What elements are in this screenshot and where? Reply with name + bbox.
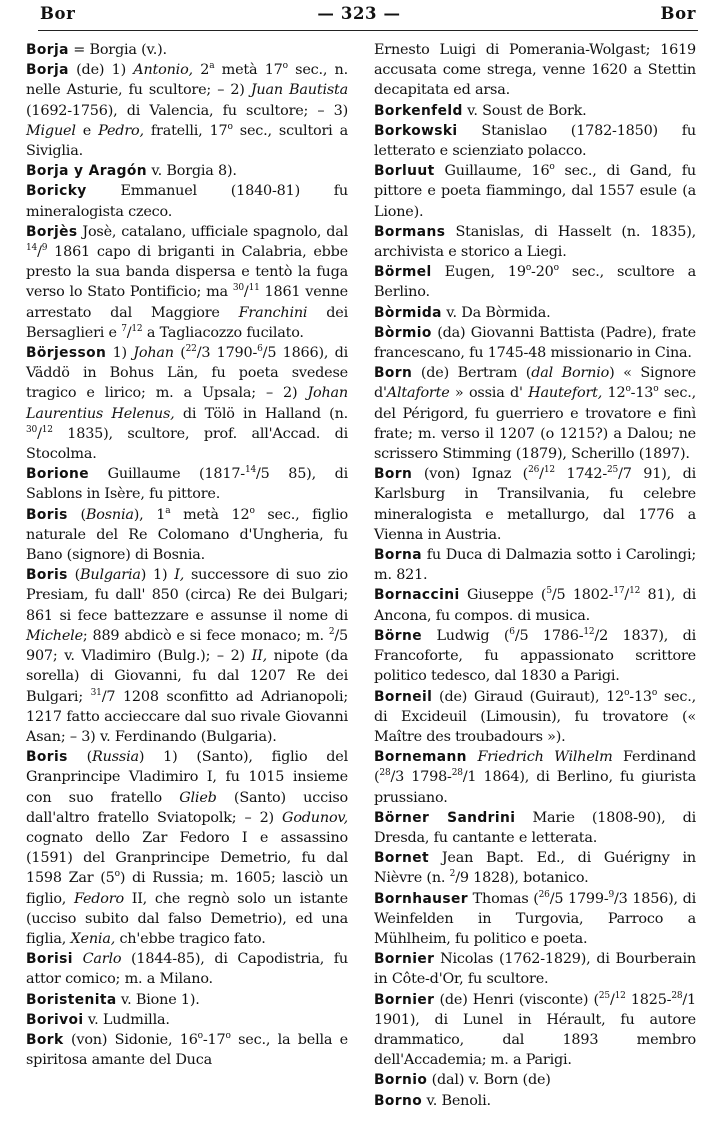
entry-superscript: o	[553, 263, 559, 274]
entry-text: metà 12	[170, 506, 250, 523]
entry-text: /5 1802-	[551, 587, 614, 604]
entry-text: Stanislas, di Hasselt (n. 1835), archivista e storico a Liegi.	[374, 223, 696, 261]
page-header	[0, 0, 718, 30]
dictionary-entry	[374, 1070, 696, 1090]
entry-headword: Borna	[374, 547, 422, 564]
entry-text: /	[539, 466, 544, 483]
entry-superscript: 11	[248, 283, 260, 294]
entry-headword: Bormans	[374, 223, 446, 240]
entry-superscript: o	[525, 263, 532, 274]
entry-text: /7 1208 sconfitto ad Adrianopoli; 1217 fatto accieccare dal suo rivale Giovanni Asan; – 3) v. Ferdinando (Bulgaria).	[26, 688, 348, 745]
entry-superscript: 26	[528, 465, 540, 476]
entry-text: ) « Signore d'	[374, 365, 696, 402]
entry-text: (	[67, 506, 86, 523]
entry-headword: Borja	[26, 62, 69, 79]
entry-text: /7 91), di Karlsburg in Transilvania, fu celebre mineralogista e metallurgo, dal 1776 a Vienna in Austria.	[374, 466, 697, 543]
dictionary-entry	[374, 262, 696, 302]
dictionary-entry	[26, 1010, 348, 1030]
entry-headword: Born	[374, 466, 413, 483]
entry-text: v. Ludmilla.	[83, 1011, 170, 1028]
column-left	[26, 40, 348, 1070]
entry-text: II, che regnò solo un istante (ucciso subito dal falso Demetrio), ed una figlia,	[26, 890, 348, 947]
entry-text: -13	[630, 385, 654, 402]
entry-headword: Borluut	[374, 163, 435, 180]
dictionary-entry	[26, 343, 348, 464]
dictionary-entry	[26, 222, 348, 343]
dictionary-entry	[374, 585, 696, 625]
entry-text: (Santo) ucciso dall'altro fratello Sviatopolk; – 2)	[26, 789, 348, 826]
dictionary-entry	[26, 949, 348, 989]
entry-text: Ernesto Luigi di Pomerania-Wolgast; 1619 accusata come strega, venne 1620 a Stettin decapitata ed arsa.	[374, 42, 696, 99]
entry-headword: Bornio	[374, 1072, 428, 1089]
entry-headword: Boris	[26, 506, 68, 523]
running-head-right: Bor	[660, 4, 696, 23]
entry-italic: dal Bornio	[531, 365, 610, 382]
entry-text: /	[37, 244, 42, 261]
entry-superscript: 12	[629, 586, 641, 597]
entry-superscript: 12	[614, 990, 626, 1001]
entry-text: 12	[602, 385, 626, 402]
entry-superscript: o	[114, 869, 120, 880]
entry-text: /	[37, 425, 42, 442]
entry-text: 1861 capo di briganti in Calabria, ebbe presto la sua banda dispersa e tentò la fuga verso lo Stato Pontificio; ma	[26, 244, 348, 301]
dictionary-entry	[374, 303, 696, 323]
dictionary-entry	[26, 747, 348, 949]
entry-italic: Altaforte	[386, 385, 450, 402]
entry-superscript: 9	[608, 889, 615, 900]
entry-superscript: o	[651, 687, 658, 698]
entry-text: (de) 1)	[68, 62, 134, 79]
entry-superscript: o	[197, 1031, 203, 1042]
dictionary-entry	[374, 323, 696, 363]
entry-italic: Fedoro	[73, 890, 124, 907]
entry-text: Guillaume, 16	[434, 163, 550, 180]
entry-text: Nicolas (1762-1829), di Bourberain in Côte-d'Or, fu scultore.	[374, 951, 696, 988]
entry-superscript: a	[165, 505, 171, 516]
entry-superscript: 28	[451, 768, 463, 779]
entry-text: ), 1	[133, 506, 166, 523]
entry-text: Eugen, 19	[431, 264, 526, 281]
entry-text: /3 1790-	[196, 345, 258, 362]
entry-superscript: 5	[546, 586, 552, 597]
entry-superscript: o	[227, 122, 233, 133]
entry-italic: Bulgaria	[80, 567, 141, 584]
dictionary-entry	[26, 1030, 348, 1070]
entry-superscript: 7	[121, 324, 127, 335]
entry-superscript: 30	[232, 283, 244, 294]
entry-superscript: o	[249, 505, 255, 516]
entry-headword: Bornhauser	[374, 890, 468, 907]
entry-text: e	[75, 122, 99, 139]
entry-superscript: 26	[538, 889, 550, 900]
entry-text: /1 1864), di Berlino, fu giurista prussiano.	[374, 769, 696, 806]
entry-text: » ossia d'	[449, 385, 529, 402]
entry-superscript: 14	[244, 465, 257, 476]
entry-headword: Boricky	[26, 183, 87, 200]
entry-italic: Franchini	[238, 304, 308, 321]
dictionary-entry	[374, 222, 696, 262]
entry-text: 1825-	[625, 991, 672, 1008]
entry-headword: Borja y Aragón	[26, 163, 148, 180]
entry-text: sec., la bella e spiritosa amante del Duca	[26, 1031, 348, 1069]
entry-text: Ludwig (	[421, 627, 510, 644]
dictionary-entry	[374, 40, 696, 101]
entry-text: sec., di Excideuil (Limousin), fu trovatore (« Maître des troubadours »).	[374, 688, 696, 745]
entry-text: ) di Russia; m. 1605; lasciò un figlio,	[26, 870, 348, 907]
entry-text: v. Benoli.	[422, 1092, 491, 1109]
entry-text: (	[173, 345, 186, 362]
entry-text: /2 1837), di Francoforte, fu appassionato scrittore politico tedesco, dal 1830 a Parigi.	[374, 627, 697, 685]
entry-headword: Bòrmida	[374, 304, 442, 321]
entry-superscript: 28	[671, 990, 683, 1001]
page-number: — 323 —	[317, 4, 401, 23]
dictionary-entry	[374, 464, 696, 545]
entry-headword: Borno	[374, 1092, 423, 1109]
dictionary-entry	[374, 747, 696, 808]
entry-superscript: 12	[543, 465, 555, 476]
entry-italic: Glieb	[179, 789, 217, 806]
entry-headword: Börne	[374, 627, 422, 644]
dictionary-entry	[374, 161, 696, 222]
entry-superscript: 2	[449, 869, 456, 880]
entry-superscript: 9	[41, 243, 48, 254]
entry-superscript: 12	[41, 425, 53, 436]
entry-text: /1 1901), di Lunel in Hérault, fu autore drammatico, dal 1893 membro dell'Accademia; m. a Parigi.	[374, 991, 696, 1069]
entry-text: (1692-1756), di Valencia, fu scultore; – 3)	[26, 102, 348, 119]
entry-text: 2	[192, 62, 210, 79]
entry-text: Ferdinand (	[374, 749, 696, 786]
dictionary-entry	[26, 990, 348, 1010]
entry-superscript: o	[225, 1031, 231, 1042]
entry-headword: Bornet	[374, 850, 429, 867]
entry-text: (da) Giovanni Battista (Padre), frate francescano, fu 1745-48 missionario in Cina.	[374, 324, 696, 362]
entry-text: di Tölö in Halland (n.	[174, 405, 349, 422]
entry-headword: Boris	[26, 567, 68, 584]
entry-text: cognato dello Zar Fedoro I e assassino (1591) del Granprincipe Demetrio, fu dal 1598 Zar (5	[26, 829, 348, 887]
dictionary-entry	[26, 181, 348, 221]
entry-text: = Borgia (v.).	[68, 42, 167, 58]
entry-headword: Börmel	[374, 264, 432, 281]
entry-text: successore di suo zio Presiam, fu dall' 850 (circa) Re dei Bulgari; 861 si fece battezzare e assunse il nome di	[26, 567, 348, 624]
entry-text: (dal) v. Born (de)	[427, 1072, 551, 1089]
entry-text: (de) Bertram (	[412, 365, 532, 382]
entry-text: dei Bersaglieri e	[26, 304, 348, 341]
entry-superscript: o	[282, 61, 288, 72]
entry-text: v. Borgia 8).	[147, 163, 237, 180]
entry-text: nipote (da sorella) di Giovanni, fu dal 1207 Re dei Bulgari;	[26, 648, 348, 705]
entry-italic: Carlo	[82, 951, 122, 968]
entry-text: 1742-	[554, 466, 607, 483]
entry-italic: Godunov,	[282, 809, 348, 826]
entry-text: ) 1)	[140, 567, 175, 584]
entry-italic: Pedro,	[98, 122, 144, 139]
dictionary-entry	[374, 626, 696, 687]
entry-text: (	[67, 567, 81, 584]
entry-headword: Bork	[26, 1031, 64, 1048]
entry-text: /	[624, 587, 630, 604]
dictionary-entry	[26, 60, 348, 161]
entry-text: /	[126, 324, 132, 341]
entry-text: Thomas (	[467, 890, 539, 907]
entry-text: /5 907; v. Vladimiro (Bulg.); – 2)	[26, 627, 348, 665]
entry-superscript: o	[549, 162, 555, 173]
entry-text: Marie (1808-90), di Dresda, fu cantante e letterata.	[374, 809, 697, 846]
entry-italic: Antonio,	[133, 62, 193, 79]
entry-headword: Boris	[26, 749, 68, 766]
dictionary-entry	[374, 808, 696, 848]
entry-superscript: 6	[257, 344, 263, 355]
entry-text: (1844-85), di Capodistria, fu attor comico; m. a Milano.	[26, 951, 348, 988]
entry-text: (von) Sidonie, 16	[63, 1031, 198, 1048]
entry-text: fu Duca di Dalmazia sotto i Carolingi; m. 821.	[374, 547, 696, 584]
entry-text: /	[609, 991, 615, 1008]
entry-italic: Hautefort,	[528, 385, 603, 402]
entry-text: sec., di Gand, fu pittore e poeta fiammingo, dal 1557 esule (a Lione).	[374, 163, 696, 220]
entry-text: sec., figlio naturale del Re Colomano d'Ungheria, fu Bano (signore) di Bosnia.	[26, 506, 348, 564]
entry-headword: Bornier	[374, 951, 435, 968]
entry-text: /9 1828), botanico.	[455, 870, 589, 887]
entry-headword: Börner Sandrini	[374, 809, 516, 826]
entry-headword: Borisi	[26, 951, 73, 968]
entry-headword: Born	[374, 365, 413, 382]
entry-text: 1835), scultore, prof. all'Accad. di Stocolma.	[26, 425, 348, 463]
entry-superscript: 14	[26, 243, 38, 254]
dictionary-entry	[374, 545, 696, 585]
entry-text: (de) Henri (visconte) (	[434, 991, 599, 1008]
entry-text: Stanislao (1782-1850) fu letterato e scienziato polacco.	[374, 122, 696, 160]
entry-text: Giuseppe (	[459, 587, 547, 604]
entry-headword: Bornemann	[374, 749, 467, 766]
dictionary-entry	[374, 949, 696, 989]
dictionary-entry	[374, 101, 696, 121]
entry-italic: Bosnia	[85, 506, 134, 523]
entry-headword: Boristenita	[26, 991, 117, 1008]
entry-text: (	[67, 749, 93, 766]
entry-headword: Borivoi	[26, 1011, 84, 1028]
entry-text: sec., scultori a Siviglia.	[26, 122, 348, 160]
dictionary-entry	[374, 687, 696, 748]
entry-headword: Borja	[26, 42, 69, 58]
entry-text: /5 1866), di Väddö in Bohus Län, fu poeta svedese tragico e lirico; m. a Upsala; – 2)	[26, 345, 348, 402]
entry-superscript: 28	[379, 768, 391, 779]
entry-italic: Miguel	[26, 122, 76, 139]
entry-text: 1)	[106, 345, 134, 362]
column-right	[374, 40, 696, 1111]
entry-text: ; 889 abdicò e si fece monaco; m.	[82, 627, 329, 644]
dictionary-entry	[374, 889, 696, 950]
entry-headword: Bornier	[374, 991, 435, 1008]
entry-text: /	[243, 284, 249, 301]
entry-superscript: 12	[131, 324, 143, 335]
entry-text	[73, 951, 83, 967]
entry-text: /3 1856), di Weinfelden in Turgovia, Parroco a Mühlheim, fu politico e poeta.	[374, 890, 696, 947]
entry-text: sec., del Périgord, fu guerriero e trovatore e finì frate; m. verso il 1207 (o 1215?) a Dalou; ne scrissero Stimming (1879), Scherillo (1897).	[374, 385, 696, 463]
entry-italic: I,	[174, 567, 185, 584]
dictionary-entry	[26, 464, 348, 504]
entry-text: a Tagliacozzo fucilato.	[142, 324, 304, 341]
entry-text: (von) Ignaz (	[412, 466, 529, 483]
entry-text: /5 85), di Sablons in Isère, fu pittore.	[26, 466, 348, 503]
entry-text: ch'ebbe tragico fato.	[115, 930, 266, 947]
entry-text: sec., scultore a Berlino.	[374, 264, 696, 301]
entry-text: v. Soust de Bork.	[462, 102, 587, 119]
entry-text: metà 17	[214, 62, 283, 79]
entry-text: -20	[531, 264, 554, 281]
entry-headword: Borione	[26, 466, 89, 483]
entry-text: v. Bione 1).	[116, 991, 200, 1008]
entry-superscript: 2	[328, 627, 335, 638]
entry-superscript: 25	[607, 465, 619, 476]
entry-headword: Borkowski	[374, 122, 458, 139]
entry-text: 1861 venne arrestato dal Maggiore	[26, 284, 348, 321]
entry-text: v. Da Bòrmida.	[441, 304, 551, 321]
entry-text: Jean Bapt. Ed., di Guérigny in Nièvre (n.	[374, 850, 696, 887]
entry-text: /3 1798-	[390, 769, 452, 786]
entry-italic: Russia	[92, 749, 139, 766]
header-rule	[38, 30, 698, 31]
entry-headword: Borkenfeld	[374, 102, 463, 119]
entry-italic: Friedrich Wilhelm	[477, 749, 613, 766]
entry-text: Josè, catalano, ufficiale spagnolo, dal	[77, 223, 348, 240]
entry-headword: Börjesson	[26, 345, 107, 362]
entry-italic: Johan	[133, 345, 174, 362]
running-head-left: Bor	[40, 4, 76, 23]
entry-text: Emmanuel (1840-81) fu mineralogista czeco.	[26, 183, 348, 220]
entry-headword: Borneil	[374, 688, 433, 705]
entry-superscript: 22	[185, 344, 197, 355]
entry-superscript: o	[624, 687, 630, 698]
entry-text	[467, 749, 478, 765]
entry-text: fratelli, 17	[143, 122, 228, 139]
entry-superscript: o	[653, 384, 659, 395]
entry-text: /5 1799-	[549, 890, 609, 907]
entry-superscript: 31	[90, 687, 102, 698]
entry-superscript: a	[209, 61, 215, 72]
entry-superscript: 17	[613, 586, 625, 597]
entry-italic: Johan Laurentius Helenus,	[26, 385, 348, 422]
dictionary-entry	[374, 1091, 696, 1111]
entry-headword: Bòrmio	[374, 324, 432, 341]
entry-text: /5 1786-	[514, 627, 584, 644]
entry-superscript: 12	[583, 627, 595, 638]
entry-headword: Bornaccini	[374, 587, 460, 604]
dictionary-entry	[374, 363, 696, 464]
entry-italic: Michele	[26, 627, 83, 644]
entry-text: -13	[629, 688, 652, 705]
entry-superscript: 6	[509, 627, 515, 638]
dictionary-entry	[26, 505, 348, 566]
entry-headword: Borjès	[26, 223, 78, 240]
entry-superscript: 30	[26, 425, 38, 436]
entry-italic: II,	[251, 648, 267, 665]
entry-superscript: o	[625, 384, 631, 395]
entry-text: -17	[202, 1031, 226, 1048]
entry-italic: Xenia,	[70, 930, 116, 947]
entry-text: (de) Giraud (Guiraut), 12	[432, 688, 625, 705]
dictionary-entry	[26, 161, 348, 181]
entry-superscript: 25	[598, 990, 610, 1001]
entry-text: sec., n. nelle Asturie, fu scultore; – 2)	[26, 62, 348, 99]
entry-text: Guillaume (1817-	[89, 466, 245, 483]
dictionary-entry	[374, 990, 696, 1071]
entry-italic: Juan Bautista	[250, 82, 348, 99]
dictionary-entry	[374, 121, 696, 161]
dictionary-entry	[26, 565, 348, 747]
entry-text: 81), di Ancona, fu compos. di musica.	[374, 587, 696, 624]
dictionary-entry	[26, 40, 348, 60]
dictionary-entry	[374, 848, 696, 888]
entry-text: ) 1) (Santo), figlio del Granprincipe Vladimiro I, fu 1015 insieme con suo fratello	[26, 749, 348, 806]
